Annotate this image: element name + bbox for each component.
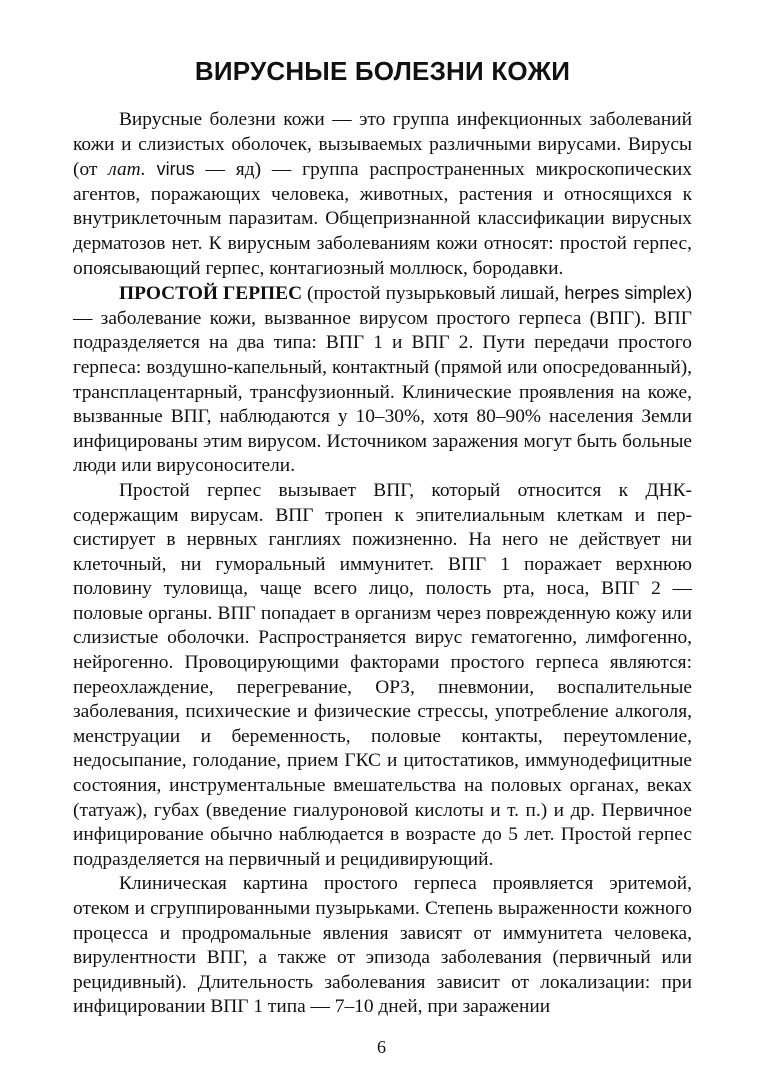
- paragraph-herpes-simplex: [73, 281, 692, 479]
- section-term: ПРОСТОЙ ГЕРПЕС: [119, 283, 303, 305]
- page-number: 6: [377, 1037, 386, 1057]
- text-run: Простой герпес вызывает ВПГ, который относится к ДНК-содержащим вирусам. ВПГ тропен к эпителиальным клеткам и персистирует в нервных ганглиях пожизненно. На него не действует ни клеточный, ни гуморальный иммунитет. ВПГ 1 поражает верхнюю половину туловища, чаще всего лицо, полость рта, носа, ВПГ 2 — половые органы. ВПГ попадает в организм через поврежденную кожу или слизистые оболочки. Распространяется вирус гематогенно, лимфогенно, нейрогенно. Провоцирующими факторами простого герпеса являются: переохлаждение, перегревание, ОРЗ, пневмонии, воспалительные заболевания, психические и физические стрессы, употребление алкоголя, менструации и беременность, половые контакты, переутомление, недосыпание, голодание, прием ГКС и цитостатиков, иммунодефицитные состояния, инструментальные вмешательства на половых органах, веках (татуаж), губах (введение гиалуроновой кислоты и т. п.) и др. Первичное инфицирование обычно наблюдается в возрасте до 5 лет. Простой герпес подразделяется на первичный и рецидивирующий.: [73, 479, 692, 870]
- text-run-latin: herpes simplex: [564, 283, 686, 304]
- text-run-italic: лат.: [108, 159, 146, 181]
- paragraph-clinical-picture: [73, 872, 692, 1020]
- text-run-latin: virus: [156, 159, 195, 180]
- paragraph-intro: [73, 108, 692, 281]
- text-run: — яд) — группа распространенных микроскопических агентов, поражающих человека, животных, растения и относящихся к внутриклеточным паразитам. Общепризнанной классификации вирусных дерматозов нет. К вирусным заболеваниям кожи относят: простой герпес, опоясывающий герпес, контагиозный моллюск, бородавки.: [73, 159, 692, 279]
- text-run: [146, 159, 157, 180]
- text-run: ) — заболевание кожи, вызванное вирусом простого герпеса (ВПГ). ВПГ подразделяется на два типа: ВПГ 1 и ВПГ 2. Пути передачи простого герпеса: воздушно-капельный, контактный (прямой или опосредованный), трансплацентарный, трансфузионный. Клинические проявления на коже, вызванные ВПГ, наблюдаются у 10–30%, хотя 80–90% населения Земли инфицированы этим вирусом. Источником заражения могут быть больные люди или вирусоносители.: [73, 283, 692, 477]
- page-content: [73, 56, 692, 1020]
- page-title: ВИРУСНЫЕ БОЛЕЗНИ КОЖИ: [194, 56, 571, 86]
- text-run: Вирусные болезни кожи — это группа инфекционных заболеваний кожи и слизистых оболочек, вызываемых различными вирусами. Вирусы (от: [73, 109, 692, 181]
- paragraph-pathogenesis: [73, 479, 692, 873]
- body-text: [73, 108, 692, 1020]
- text-run: (простой пузырьковый лишай,: [302, 283, 565, 305]
- text-run: Клиническая картина простого герпеса проявляется эритемой, отеком и сгруппированными пузырьками. Степень выраженности кожного процесса и продромальные явления зависят от иммунитета человека, вирулентности ВПГ, а также от эпизода заболевания (первичный или рецидивный). Длительность заболевания зависит от локализации: при инфицировании ВПГ 1 типа — 7–10 дней, при заражении: [73, 873, 692, 1018]
